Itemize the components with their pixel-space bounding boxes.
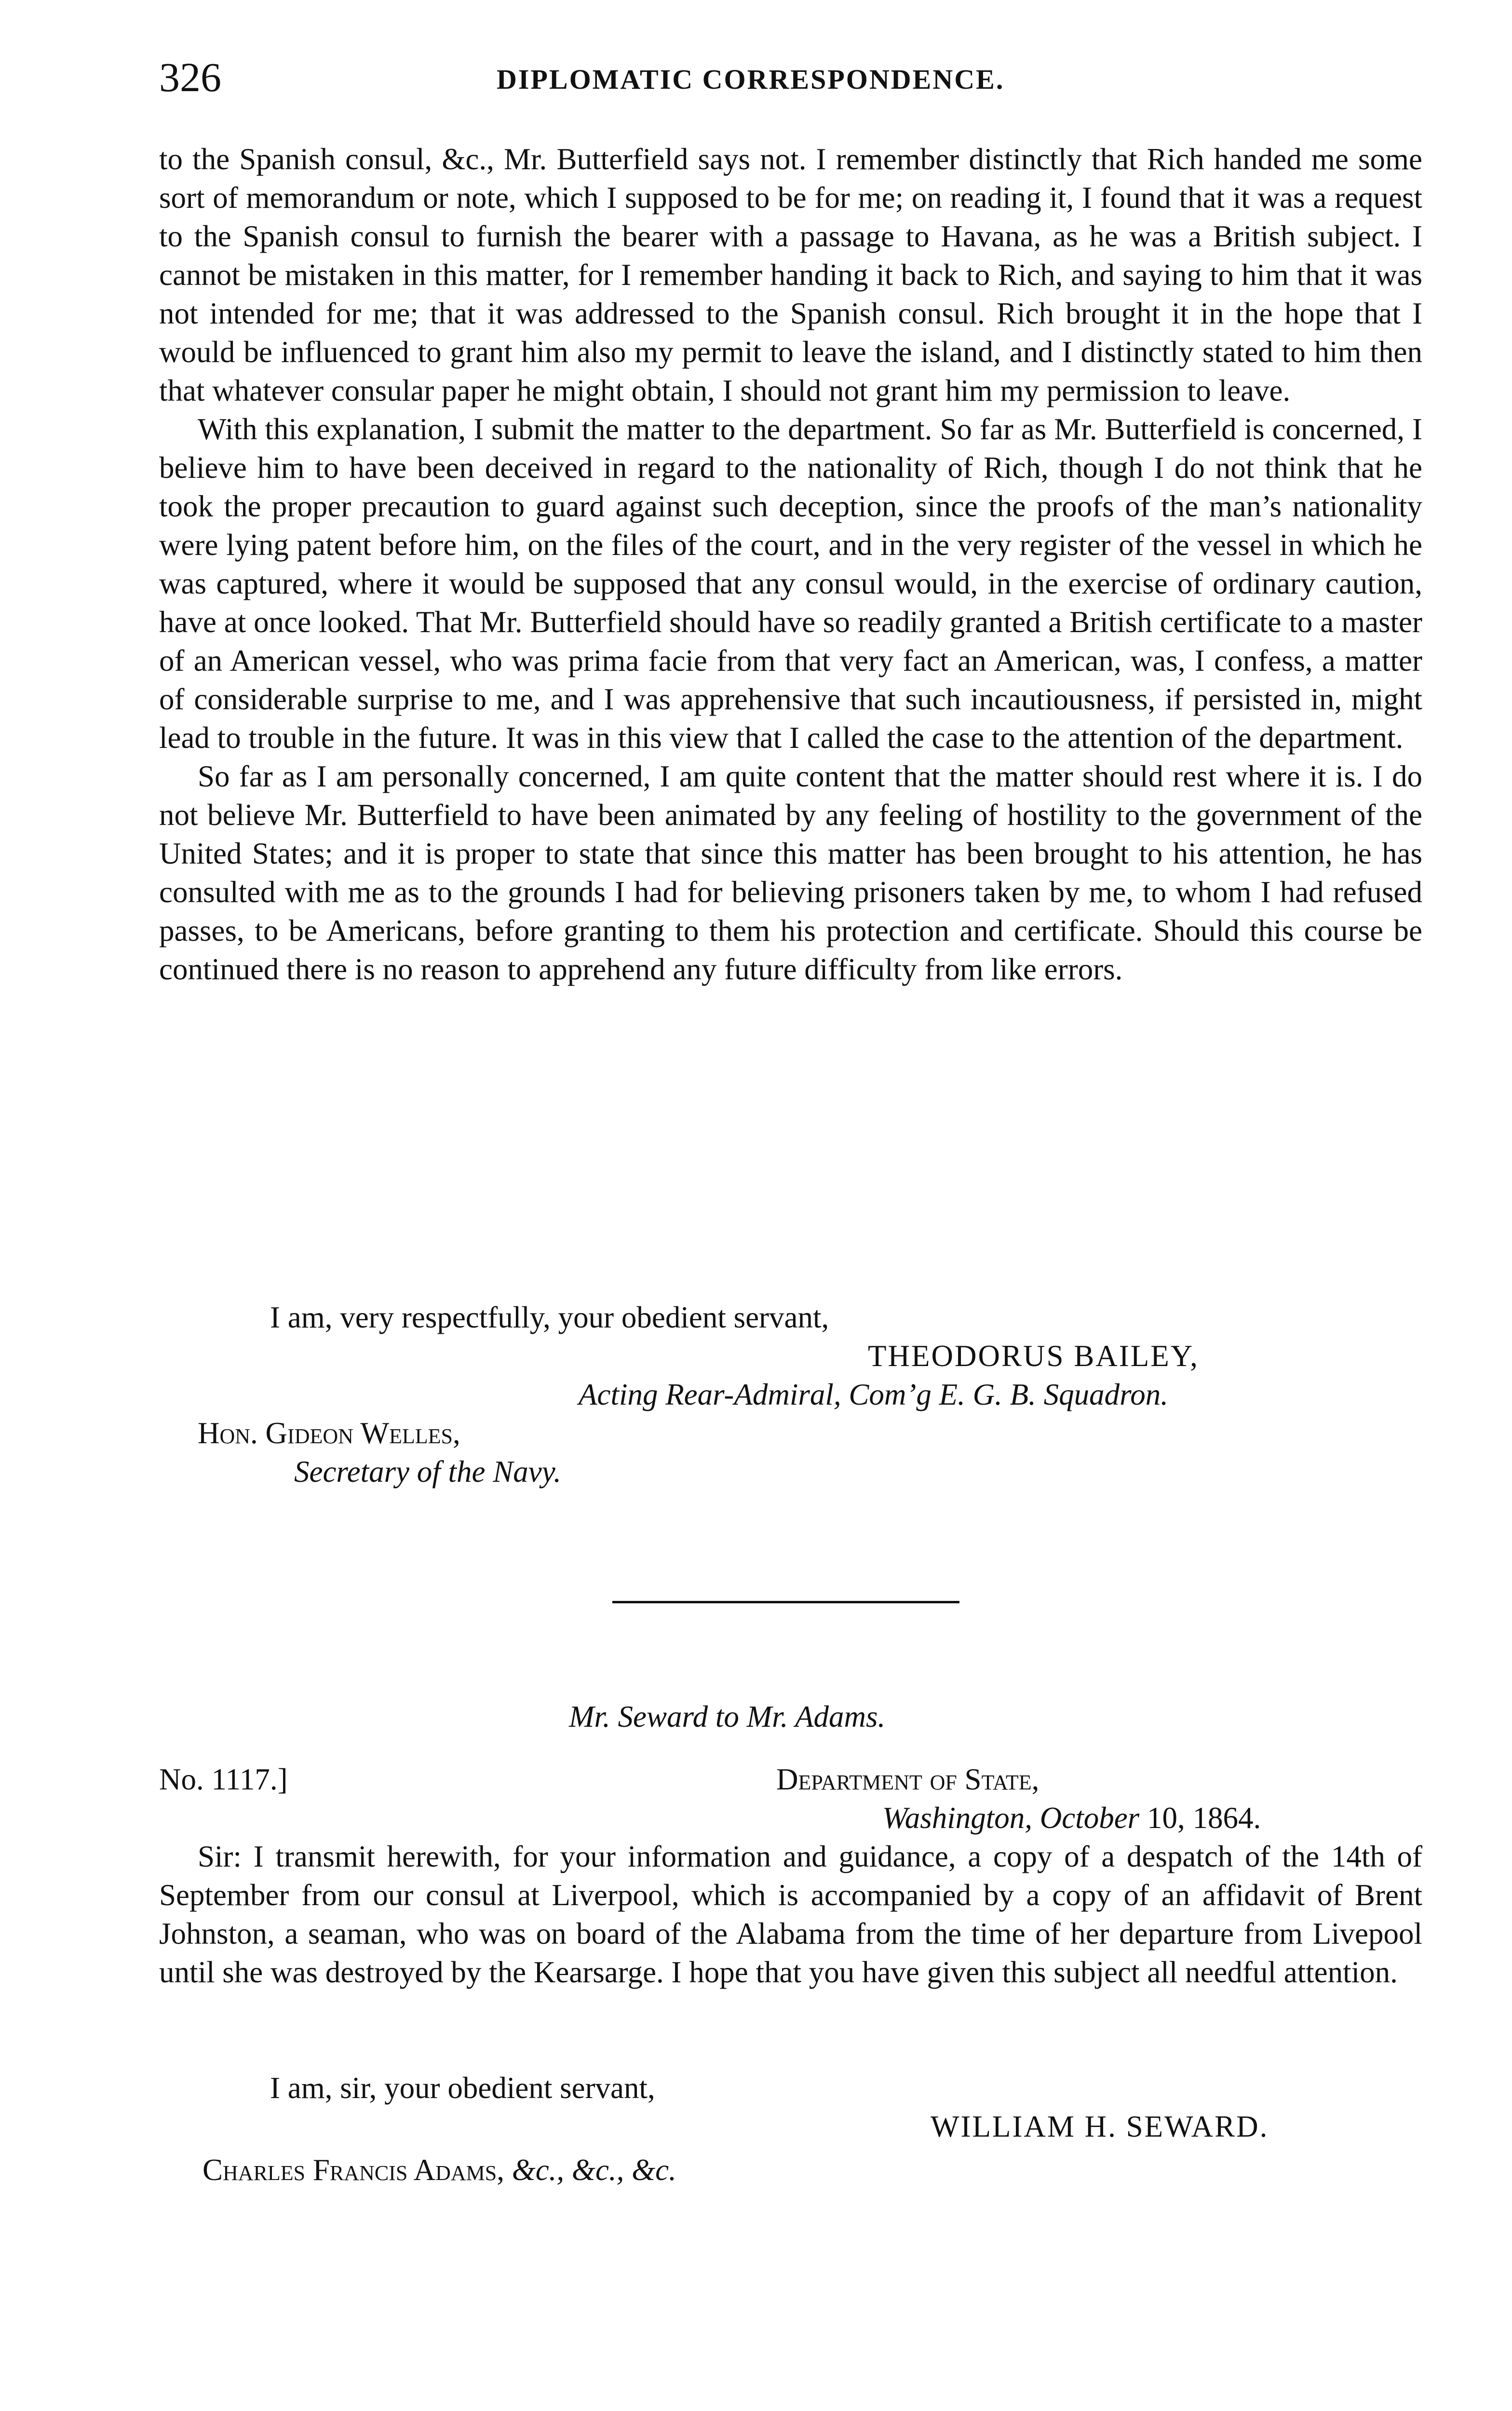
letter-heading: Mr. Seward to Mr. Adams. [569,1700,886,1734]
closing-salutation: I am, sir, your obedient servant, [270,2071,655,2105]
addressee-name: Charles Francis Adams, [202,2153,504,2187]
addressee-line [202,2151,676,2189]
paragraph: Sir: I transmit herewith, for your information and guidance, a copy of a despatch of the 14th of September from our consul at Liverpool, which is accompanied by a copy of an affidavit of Brent Johnston, a seaman, who was on board of the Alabama from the time of her departure from Livepool until she was destroyed by the Kearsarge. I hope that you have given this subject all needful attention. [159,1840,1422,1989]
dateline [882,1799,1261,1837]
page-header [159,51,1442,104]
paragraph: With this explanation, I submit the matter to the department. So far as Mr. Butterfield is concerned, I believe him to have been deceived in regard to the nationality of Rich, though I do not think that he took the proper precaution to guard against such deception, since the proofs of the man’s nationality were lying patent before him, on the files of the court, and in the very register of the vessel in which he was captured, where it would be supposed that any consul would, in the exercise of ordinary caution, have at once looked. That Mr. Butterfield should have so readily granted a British certificate to a master of an American vessel, who was prima facie from that very fact an American, was, I confess, a matter of considerable surprise to me, and I was apprehensive that such incautiousness, if persisted in, might lead to trouble in the future. It was in this view that I called the case to the attention of the department. [159,412,1422,755]
addressee-suffix: &c., &c., &c. [504,2153,676,2187]
signer-name: THEODORUS BAILEY, [868,1339,1199,1373]
letter-number: No. 1117.] [159,1762,288,1796]
letter-seward-body [159,1837,1422,1991]
signer-name: WILLIAM H. SEWARD. [931,2110,1269,2143]
addressee-title: Secretary of the Navy. [294,1455,561,1489]
closing-salutation: I am, very respectfully, your obedient servant, [270,1300,829,1334]
paragraph: to the Spanish consul, &c., Mr. Butterfield says not. I remember distinctly that Rich handed me some sort of memorandum or note, which I supposed to be for me; on reading it, I found that it was a request to the Spanish consul to furnish the bearer with a passage to Havana, as he was a British subject. I cannot be mistaken in this matter, for I remember handing it back to Rich, and saying to him that it was not intended for me; that it was addressed to the Spanish consul. Rich brought it in the hope that I would be influenced to grant him also my permit to leave the island, and I distinctly stated to him then that whatever consular paper he might obtain, I should not grant him my permission to leave. [159,142,1422,407]
section-divider [612,1601,959,1603]
date-month: October [1040,1801,1140,1835]
paragraph: So far as I am personally concerned, I am quite content that the matter should rest where it is. I do not believe Mr. Butterfield to have been animated by any feeling of hostility to the government of the United States; and it is proper to state that since this matter has been brought to his attention, he has consulted with me as to the grounds I had for believing prisoners taken by me, to whom I had refused passes, to be Americans, before granting to them his protection and certificate. Should this course be continued there is no reason to apprehend any future difficulty from like errors. [159,759,1422,986]
signer-title: Acting Rear-Admiral, Com’g E. G. B. Squadron. [579,1378,1169,1411]
page-number: 326 [159,54,221,100]
date-place: Washington, [882,1801,1032,1835]
letter-bailey-body [159,140,1422,989]
addressee-name: Hon. Gideon Welles, [198,1416,460,1450]
department-name: Department of State, [776,1762,1040,1796]
running-head: DIPLOMATIC CORRESPONDENCE. [497,64,1005,95]
date-rest: 10, 1864. [1139,1801,1261,1835]
